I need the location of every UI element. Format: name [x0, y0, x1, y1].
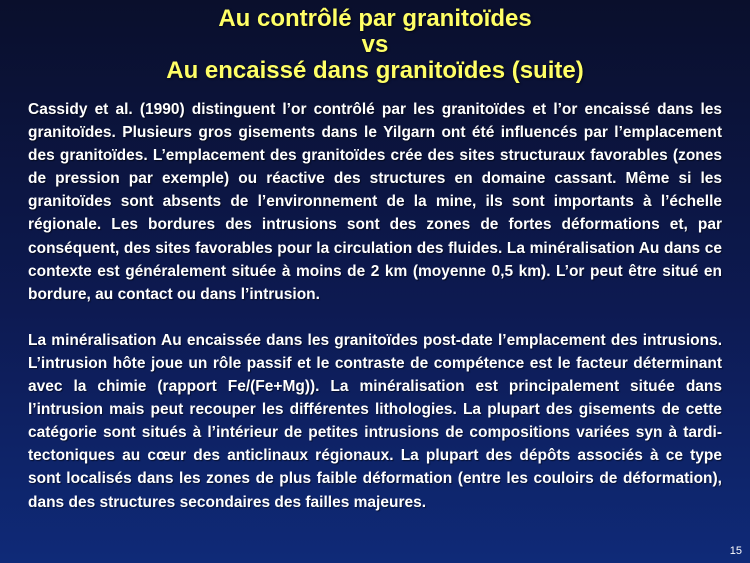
- paragraph-hosted-gold: La minéralisation Au encaissée dans les granitoïdes post-date l’emplacement des intrusions. L’intrusion hôte joue un rôle passif et le contraste de compétence est le facteur déterminant avec la chimie (rapport Fe/(Fe+Mg)). La minéralisation est principalement située dans l’intrusion mais peut recouper les différentes lithologies. La plupart des gisements de cette catégorie sont situés à l’intérieur de petites intrusions de compositions variées syn à tardi-tectoniques au cœur des anticlinaux régionaux. La plupart des dépôts associés à ce type sont localisés dans les zones de plus faible déformation (entre les couloirs de déformation), dans des structures secondaires des failles majeures.: [28, 331, 722, 511]
- page-number: 15: [729, 545, 742, 557]
- slide-body: [28, 98, 722, 514]
- title-line-2: vs: [361, 31, 389, 58]
- title-line-3: Au encaissé dans granitoïdes (suite): [166, 57, 584, 84]
- slide-title: [0, 6, 750, 84]
- paragraph-controlled-gold: Cassidy et al. (1990) distinguent l’or contrôlé par les granitoïdes et l’or encaissé dans les granitoïdes. Plusieurs gros gisements dans le Yilgarn ont été influencés par l’emplacement des granitoïdes. L’emplacement des granitoïdes crée des sites structuraux favorables (zones de pression par exemple) ou réactive des structures en domaine cassant. Même si les granitoïdes sont absents de l’environnement de la mine, ils sont importants à l’échelle régionale. Les bordures des intrusions sont des zones de fortes déformations et, par conséquent, des sites favorables pour la circulation des fluides. La minéralisation Au dans ce contexte est généralement située à moins de 2 km (moyenne 0,5 km). L’or peut être situé en bordure, au contact ou dans l’intrusion.: [28, 101, 722, 303]
- title-line-1: Au contrôlé par granitoïdes: [218, 5, 532, 32]
